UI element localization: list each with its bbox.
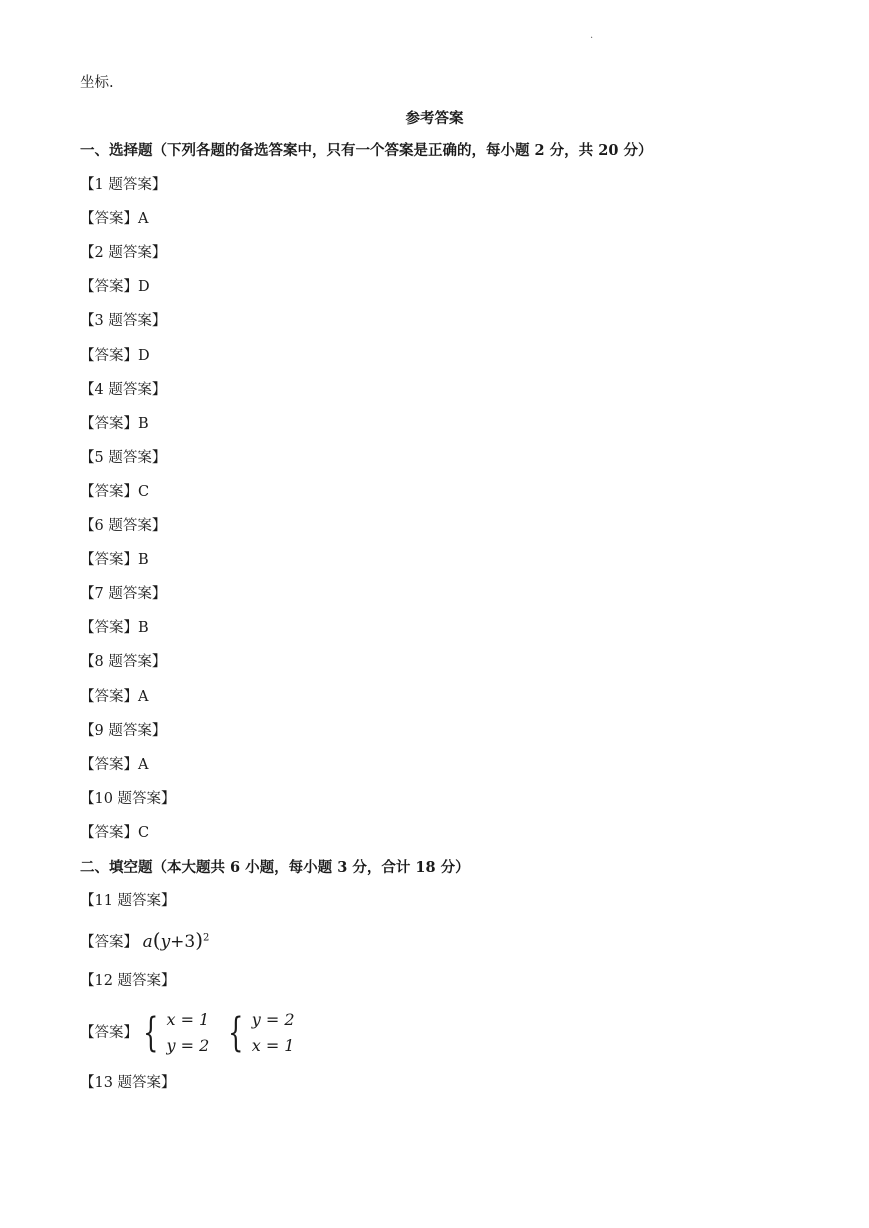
math-exponent: 2 xyxy=(203,932,210,943)
q13-label: 【13 题答案】 xyxy=(80,1075,176,1091)
question-label: 【5 题答案】 xyxy=(80,449,167,466)
question-label: 【2 题答案】 xyxy=(80,245,167,262)
math-a: a xyxy=(142,931,153,952)
question-label: 【1 题答案】 xyxy=(80,177,167,193)
question-label: 【7 题答案】 xyxy=(80,586,167,603)
answer-line: 【答案】D xyxy=(80,347,150,364)
question-label: 【3 题答案】 xyxy=(80,313,167,330)
math-y: y xyxy=(160,931,171,952)
answer-line: 【答案】A xyxy=(80,211,149,228)
answer-title: 参考答案 xyxy=(405,110,464,127)
answer-line: 【答案】C xyxy=(80,483,150,500)
section-2-heading: 二、填空题（本大题共 6 小题，每小题 3 分，合计 18 分） xyxy=(80,859,470,876)
math-open-paren: ( xyxy=(152,927,161,952)
q12-label: 【12 题答案】 xyxy=(80,973,176,989)
q12-answer xyxy=(80,1005,309,1061)
question-label: 【6 题答案】 xyxy=(80,518,167,534)
q11-label: 【11 题答案】 xyxy=(80,893,176,909)
answer-line: 【答案】A xyxy=(80,756,149,773)
q11-math xyxy=(142,927,210,952)
answer-line: 【答案】A xyxy=(80,688,149,705)
math-close-paren: ) xyxy=(195,927,204,952)
page-dot: . xyxy=(590,30,594,41)
sys2-row1: y = 2 xyxy=(251,1010,295,1029)
question-label: 【9 题答案】 xyxy=(80,722,167,739)
section-1-heading: 一、选择题（下列各题的备选答案中，只有一个答案是正确的，每小题 2 分，共 20 分） xyxy=(80,142,653,159)
answer-line: 【答案】B xyxy=(80,552,149,569)
q12-answer-prefix: 【答案】 xyxy=(80,1025,138,1041)
answer-line: 【答案】B xyxy=(80,415,149,432)
equation-system-2 xyxy=(223,1007,294,1059)
answer-line: 【答案】D xyxy=(80,279,150,296)
q11-answer xyxy=(80,928,209,958)
answer-line: 【答案】B xyxy=(80,620,149,637)
question-label: 【4 题答案】 xyxy=(80,381,167,398)
equation-system-1 xyxy=(138,1007,209,1059)
question-label: 【8 题答案】 xyxy=(80,654,167,671)
sys2-row2: x = 1 xyxy=(251,1036,295,1055)
q11-answer-prefix: 【答案】 xyxy=(80,934,138,951)
brace-icon: { xyxy=(228,1010,244,1056)
previous-page-text: 坐标. xyxy=(80,75,114,91)
math-plus-3: +3 xyxy=(170,931,196,952)
question-label: 【10 题答案】 xyxy=(80,790,176,807)
brace-icon: { xyxy=(143,1010,159,1056)
sys1-row2: y = 2 xyxy=(166,1036,210,1055)
sys1-row1: x = 1 xyxy=(166,1010,210,1029)
answer-line: 【答案】C xyxy=(80,824,150,841)
